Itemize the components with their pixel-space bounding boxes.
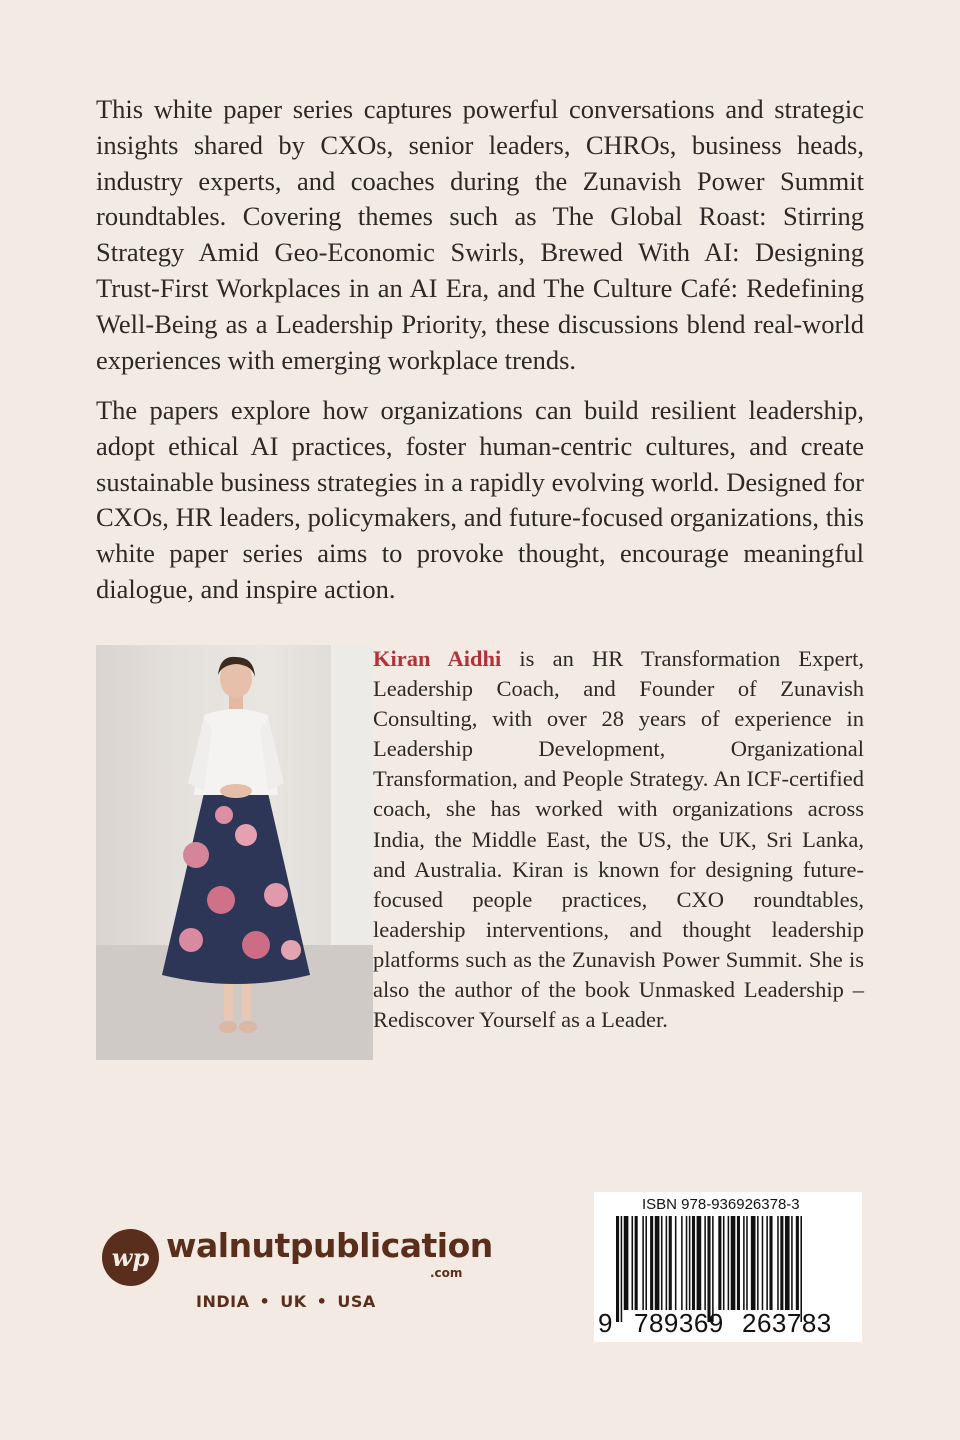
barcode-bar — [791, 1216, 793, 1310]
barcode-bar — [723, 1216, 725, 1310]
barcode-bar — [780, 1216, 783, 1310]
publisher-wordmark: walnutpublication — [166, 1226, 493, 1265]
barcode-bar — [669, 1216, 672, 1310]
barcode-bar — [692, 1216, 695, 1310]
barcode-bar — [743, 1216, 745, 1310]
publisher-logo-mark: wp — [102, 1229, 159, 1286]
barcode-bar — [751, 1216, 756, 1310]
barcode-bar — [697, 1216, 702, 1310]
barcode-bar — [762, 1216, 764, 1310]
bullet-separator: • — [259, 1292, 271, 1311]
publisher-regions — [196, 1292, 376, 1311]
barcode-bar — [635, 1216, 638, 1310]
isbn-label: ISBN 978-936926378-3 — [642, 1196, 800, 1213]
description-paragraph-1: This white paper series captures powerful conversations and strategic insights shared by CXOs, senior leaders, CHROs, business heads, industry experts, and coaches during the Zunavish Power Summit roundtables. Covering themes such as The Global Roast: Stirring Strategy Amid Geo-Economic Swirls, Brewed With AI: Designing Trust-First Workplaces in an AI Era, and The Culture Café: Redefining Well-Being as a Leadership Priority, these discussions blend real-world experiences with emerging workplace trends. — [96, 94, 864, 375]
author-bio-text: is an HR Transformation Expert, Leadership Coach, and Founder of Zunavish Consulting, with over 28 years of experience in Leadership Development, Organizational Transformation, and People Strategy. An ICF-certified coach, she has worked with organizations across India, the Middle East, the US, the UK, Sri Lanka, and Australia. Kiran is known for designing future-focused people practices, CXO roundtables, leadership interventions, and thought leadership platforms such as the Zunavish Power Summit. She is also the author of the book Unmasked Leadership – Rediscover Yourself as a Leader. — [373, 646, 865, 1033]
barcode-digits-right: 263783 — [742, 1308, 832, 1338]
barcode-bar — [796, 1216, 799, 1310]
barcode-bar — [666, 1216, 668, 1310]
barcode-digit-lead: 9 — [598, 1308, 613, 1338]
barcode-bar — [769, 1216, 772, 1310]
barcode-bar — [632, 1216, 634, 1310]
region-usa: USA — [337, 1292, 376, 1311]
barcode-bar — [731, 1216, 736, 1310]
barcode-bar — [777, 1216, 779, 1310]
author-bio — [373, 644, 864, 1035]
barcode-bar — [766, 1216, 768, 1310]
barcode-bar — [624, 1216, 629, 1310]
region-india: INDIA — [196, 1292, 250, 1311]
barcode-digits-left: 789369 — [634, 1308, 724, 1338]
barcode-bar — [757, 1216, 759, 1310]
barcode-bar — [661, 1216, 663, 1310]
barcode-bar — [645, 1216, 647, 1310]
barcode-bar — [642, 1216, 644, 1310]
barcode-bar — [712, 1216, 714, 1322]
barcode-bar — [785, 1216, 790, 1310]
barcode-bar — [681, 1216, 683, 1310]
barcode-bar — [686, 1216, 688, 1310]
barcode-bar — [621, 1216, 623, 1322]
publisher-domain: .com — [430, 1266, 463, 1280]
barcode-bar — [800, 1216, 802, 1322]
region-uk: UK — [280, 1292, 307, 1311]
barcode-bar — [655, 1216, 660, 1310]
description-paragraph-2: The papers explore how organizations can build resilient leadership, adopt ethical AI practices, foster human-centric cultures, and create sustainable business strategies in a rapidly evolving world. Designed for CXOs, HR leaders, policymakers, and future-focused organizations, this white paper series aims to provoke thought, encourage meaningful dialogue, and inspire action. — [96, 395, 864, 604]
author-photo — [96, 645, 373, 1060]
barcode-bar — [616, 1216, 619, 1322]
isbn-barcode — [594, 1192, 862, 1342]
bullet-separator: • — [316, 1292, 328, 1311]
barcode-bar — [746, 1216, 748, 1310]
barcode-bar — [704, 1216, 706, 1310]
barcode-bar — [718, 1216, 721, 1310]
barcode-bar — [707, 1216, 710, 1322]
barcode-bar — [650, 1216, 653, 1310]
barcode-bar — [675, 1216, 677, 1310]
author-name: Kiran Aidhi — [373, 646, 502, 671]
barcode-bar — [737, 1216, 740, 1310]
barcode-bar — [689, 1216, 691, 1310]
barcode-bar — [728, 1216, 730, 1310]
